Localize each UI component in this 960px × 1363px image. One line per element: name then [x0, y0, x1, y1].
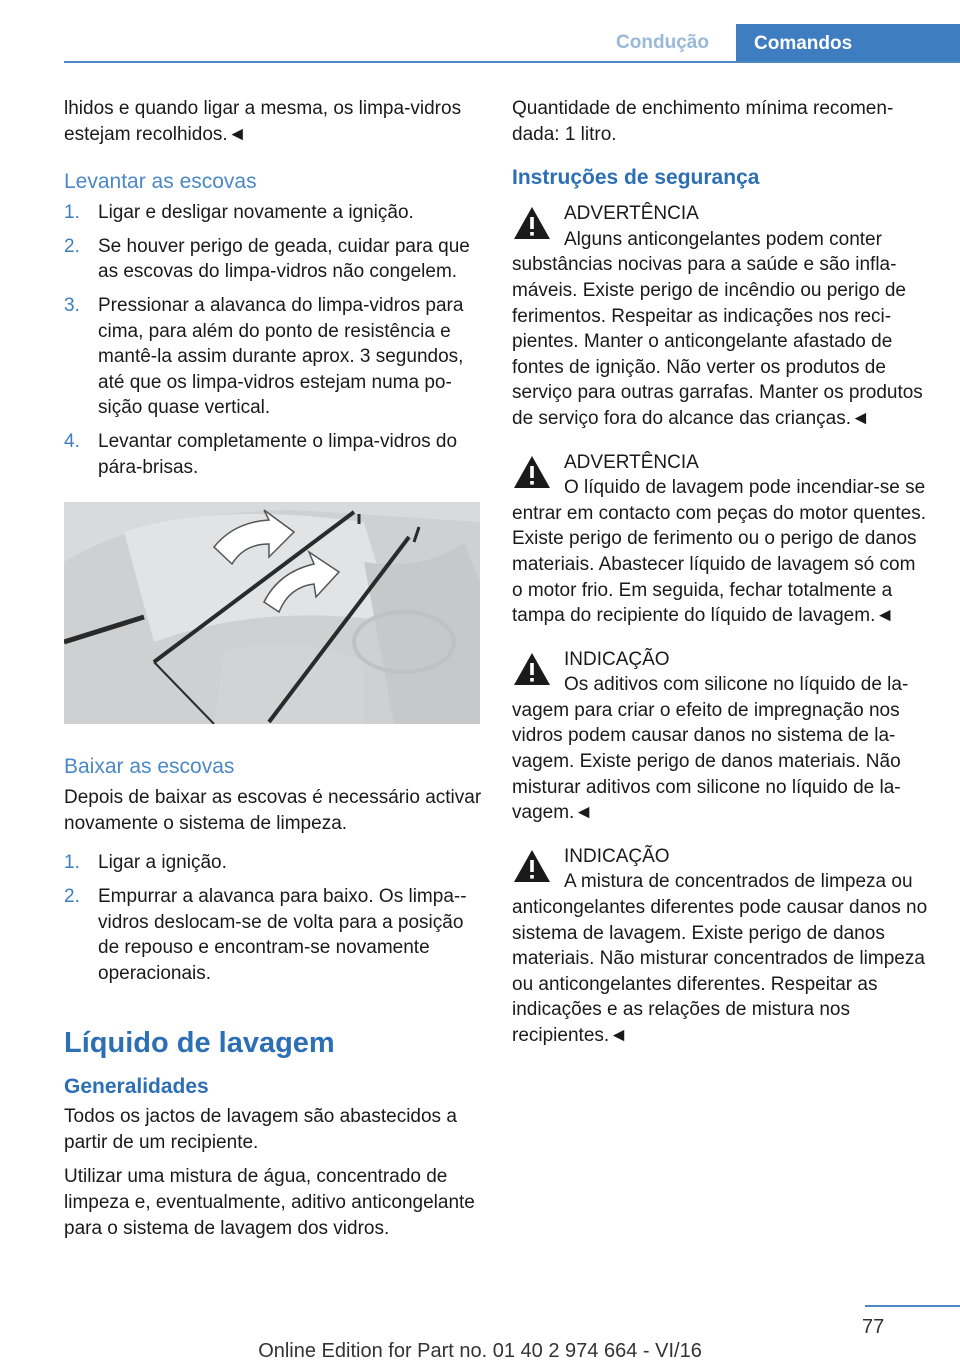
- tab-conducao[interactable]: Condução: [616, 31, 709, 53]
- list-item: [64, 293, 482, 421]
- general-paragraph-2: Utilizar uma mistura de água, concentrado de limpeza e, eventualmente, aditivo anticongelante para o sistema de lavagem dos vidros.: [64, 1166, 475, 1239]
- list-item: [64, 850, 482, 876]
- safety-heading: Instruções de segurança: [512, 166, 760, 190]
- wiper-illustration: [64, 502, 480, 724]
- step-text: Se houver perigo de geada, cuidar para que as escovas do limpa-vidros não congelem.: [98, 235, 470, 283]
- raise-steps-list: [64, 200, 482, 480]
- footer-rule: [865, 1305, 960, 1307]
- wiper-illustration-graphic: [64, 502, 480, 724]
- list-item: [64, 884, 482, 986]
- warning-body: O líquido de lavagem pode incendiar-se se entrar em contacto com peças do motor quentes. Existe perigo de ferimento ou o perigo de danos materiais. Abastecer líquido de lavagem só com o motor frio. Em seguida, fechar totalmente a tampa do recipiente do líquido de lavagem.◄: [512, 477, 926, 627]
- step-number: 1.: [64, 202, 80, 224]
- step-text: Ligar a ignição.: [98, 852, 227, 874]
- warning-triangle-icon: [512, 848, 552, 884]
- left-column: [64, 96, 482, 1250]
- edition-footer: Online Edition for Part no. 01 40 2 974 664 - VI/16: [258, 1340, 702, 1362]
- step-text: Ligar e desligar novamente a ignição.: [98, 202, 414, 224]
- page-number: 77: [862, 1316, 885, 1338]
- notice-block: [512, 844, 928, 1049]
- list-item: [64, 200, 482, 226]
- step-number: 4.: [64, 430, 80, 452]
- warning-block: [512, 450, 928, 629]
- warning-title: ADVERTÊNCIA: [564, 451, 699, 473]
- general-heading: Generalidades: [64, 1075, 209, 1099]
- step-text: Pressionar a alavanca do limpa-vidros para cima, para além do ponto de resistência e mantê-la assim durante aprox. 3 segundos, até que os limpa-vidros estejam numa posição quase vertical.: [98, 294, 464, 419]
- list-item: [64, 429, 482, 480]
- right-intro-text: Quantidade de enchimento mínima recomendada: 1 litro.: [512, 98, 894, 145]
- raise-wipers-heading: Levantar as escovas: [64, 170, 257, 194]
- step-number: 1.: [64, 852, 80, 874]
- lower-intro-text: Depois de baixar as escovas é necessário activar novamente o sistema de limpeza.: [64, 787, 482, 834]
- notice-title: INDICAÇÃO: [564, 648, 670, 670]
- step-text: Empurrar a alavanca para baixo. Os limpa--vidros deslocam-se de volta para a posição de repouso e encontram-se novamente operacionais.: [98, 885, 467, 984]
- header-rule: [64, 61, 960, 63]
- warning-triangle-icon: [512, 205, 552, 241]
- notice-block: [512, 647, 928, 826]
- step-number: 2.: [64, 235, 80, 257]
- washer-fluid-heading: Líquido de lavagem: [64, 1027, 335, 1060]
- warning-triangle-icon: [512, 454, 552, 490]
- warning-triangle-icon: [512, 651, 552, 687]
- step-number: 3.: [64, 294, 80, 316]
- notice-title: INDICAÇÃO: [564, 845, 670, 867]
- tab-comandos[interactable]: Comandos: [736, 24, 960, 63]
- notice-body: A mistura de concentrados de limpeza ou anticongelantes diferentes pode causar danos no sistema de lavagem. Existe perigo de danos materiais. Não misturar concentrados de limpeza ou anticongelantes diferentes. Respeitar as indicações e as relações de mistura nos recipientes.◄: [512, 871, 928, 1046]
- right-column: [512, 96, 928, 1067]
- step-text: Levantar completamente o limpa-vidros do pára-brisas.: [98, 430, 458, 478]
- notice-body: Os aditivos com silicone no líquido de lavagem para criar o efeito de impregnação nos vidros podem causar danos no sistema de lavagem. Existe perigo de danos materiais. Não misturar aditivos com silicone no líquido de lavagem.◄: [512, 674, 909, 824]
- warning-title: ADVERTÊNCIA: [564, 203, 699, 225]
- lower-steps-list: [64, 850, 482, 986]
- list-item: [64, 234, 482, 285]
- warning-body: Alguns anticongelantes podem conter substâncias nocivas para a saúde e são inflamáveis. Existe perigo de incêndio ou perigo de ferimentos. Respeitar as indicações nos recipientes. Manter o anticongelante afastado de fontes de ignição. Não verter os produtos de serviço para outras garrafas. Manter os produtos de serviço fora do alcance das crianças.◄: [512, 228, 923, 429]
- general-paragraph-1: Todos os jactos de lavagem são abastecidos a partir de um recipiente.: [64, 1106, 457, 1153]
- lower-wipers-heading: Baixar as escovas: [64, 755, 235, 779]
- step-number: 2.: [64, 885, 80, 907]
- left-intro-text: lhidos e quando ligar a mesma, os limpa-vidros estejam recolhidos.◄: [64, 98, 462, 145]
- warning-block: [512, 201, 928, 431]
